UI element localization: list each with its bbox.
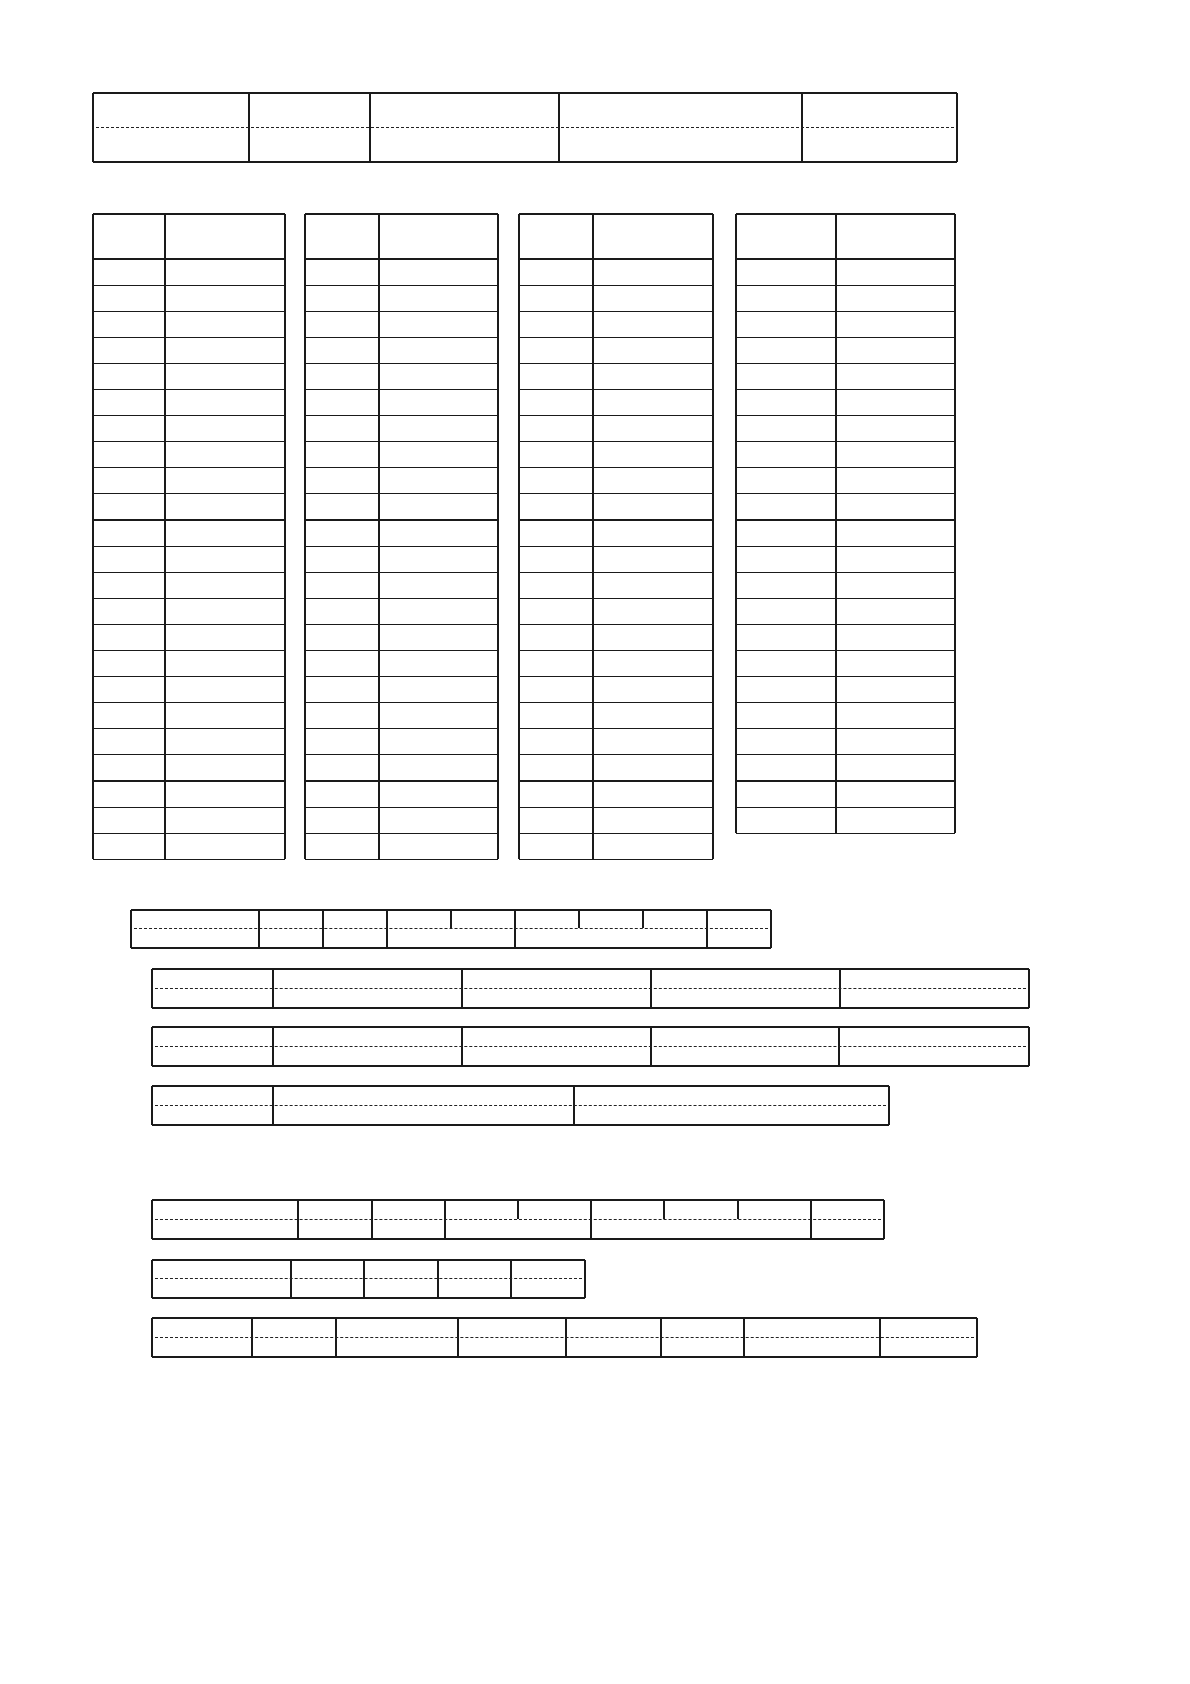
strip-lower-column-line — [258, 928, 259, 948]
strip-dashed-divider — [155, 1278, 582, 1279]
strip-lower-column-line — [573, 1105, 574, 1125]
strip-top-border — [152, 1026, 1029, 1027]
column-table-row-line — [305, 415, 498, 416]
column-table-row-line — [519, 650, 713, 651]
column-table-row-line — [93, 493, 285, 494]
strip-bottom-border — [152, 1007, 1029, 1008]
strip-upper-column-line — [706, 910, 707, 928]
strip-lower-column-line — [743, 1337, 744, 1357]
column-table-row-line — [93, 572, 285, 573]
column-table-row-line — [93, 754, 285, 755]
strip-lower-column-line — [565, 1337, 566, 1357]
strip-upper-column-line — [650, 1027, 651, 1046]
column-table-row-line — [93, 467, 285, 468]
strip-upper-column-line — [578, 910, 579, 928]
column-table-row-line — [519, 676, 713, 677]
column-table-row-line — [305, 546, 498, 547]
column-table-row-line — [519, 363, 713, 364]
column-table-row-line — [305, 311, 498, 312]
strip-bottom-border — [152, 1124, 889, 1125]
strip-upper-column-line — [290, 1260, 291, 1278]
column-table-row-line — [519, 780, 713, 781]
column-table-row-line — [519, 572, 713, 573]
column-table-row-line — [736, 807, 955, 808]
strip-top-border — [152, 1085, 889, 1086]
strip-lower-column-line — [461, 1046, 462, 1066]
strip-upper-column-line — [251, 1318, 252, 1337]
column-table-row-line — [93, 441, 285, 442]
strip-upper-column-line — [650, 969, 651, 988]
strip-upper-column-line — [663, 1200, 664, 1219]
strip-lower-column-line — [363, 1278, 364, 1298]
strip-lower-column-line — [650, 988, 651, 1008]
header-table-dashed-divider — [96, 127, 954, 128]
column-table-column-line — [954, 214, 955, 833]
column-table-row-line — [305, 650, 498, 651]
column-table-row-line — [305, 624, 498, 625]
strip-upper-column-line — [363, 1260, 364, 1278]
strip-lower-column-line — [839, 988, 840, 1008]
strip-upper-column-line — [151, 1200, 152, 1219]
strip-lower-column-line — [457, 1337, 458, 1357]
column-table-row-line — [305, 780, 498, 781]
strip-lower-column-line — [272, 1105, 273, 1125]
column-table-row-line — [93, 598, 285, 599]
column-table-row-line — [519, 807, 713, 808]
column-table-row-line — [736, 676, 955, 677]
column-table-row-line — [519, 702, 713, 703]
strip-upper-column-line — [737, 1200, 738, 1219]
column-table-row-line — [519, 493, 713, 494]
strip-bottom-border — [152, 1065, 1029, 1066]
column-table-row-line — [519, 389, 713, 390]
column-table-row-line — [736, 650, 955, 651]
column-table-row-line — [305, 389, 498, 390]
column-table-row-line — [93, 415, 285, 416]
column-table-row-line — [305, 754, 498, 755]
strip-upper-column-line — [590, 1200, 591, 1219]
column-table-column-line — [304, 214, 305, 859]
column-table-row-line — [93, 728, 285, 729]
column-table-column-line — [592, 214, 593, 859]
column-table-row-line — [305, 859, 498, 860]
strip-dashed-divider — [155, 988, 1026, 989]
column-table-row-line — [93, 546, 285, 547]
strip-upper-column-line — [371, 1200, 372, 1219]
strip-dashed-divider — [134, 928, 768, 929]
strip-top-border — [152, 1259, 585, 1260]
column-table-row-line — [519, 285, 713, 286]
strip-upper-column-line — [386, 910, 387, 928]
strip-lower-column-line — [251, 1337, 252, 1357]
column-table-row-line — [93, 702, 285, 703]
strip-bottom-border — [152, 1238, 884, 1239]
column-table-row-line — [736, 467, 955, 468]
strip-upper-column-line — [297, 1200, 298, 1219]
strip-lower-column-line — [386, 928, 387, 948]
strip-upper-column-line — [838, 1027, 839, 1046]
column-table-column-line — [378, 214, 379, 859]
strip-upper-column-line — [272, 1027, 273, 1046]
strip-lower-column-line — [650, 1046, 651, 1066]
header-table-bottom-border — [93, 161, 957, 162]
strip-upper-column-line — [151, 1260, 152, 1278]
column-table-top-border — [93, 213, 285, 214]
strip-upper-column-line — [1028, 1027, 1029, 1046]
strip-dashed-divider — [155, 1105, 886, 1106]
strip-dashed-divider — [155, 1219, 881, 1220]
column-table-row-line — [305, 572, 498, 573]
strip-lower-column-line — [290, 1278, 291, 1298]
strip-upper-column-line — [151, 969, 152, 988]
strip-lower-column-line — [151, 1278, 152, 1298]
strip-lower-column-line — [706, 928, 707, 948]
column-table-row-line — [93, 859, 285, 860]
strip-lower-column-line — [810, 1219, 811, 1239]
column-table-row-line — [519, 728, 713, 729]
strip-lower-column-line — [272, 1046, 273, 1066]
strip-lower-column-line — [584, 1278, 585, 1298]
header-table-column-line — [956, 93, 957, 162]
column-table-row-line — [305, 467, 498, 468]
strip-upper-column-line — [437, 1260, 438, 1278]
column-table-row-line — [519, 859, 713, 860]
strip-upper-column-line — [510, 1260, 511, 1278]
strip-upper-column-line — [272, 1086, 273, 1105]
strip-upper-column-line — [335, 1318, 336, 1337]
column-table-column-line — [164, 214, 165, 859]
column-table-top-border — [519, 213, 713, 214]
column-table-column-line — [712, 214, 713, 859]
column-table-row-line — [305, 493, 498, 494]
strip-upper-column-line — [444, 1200, 445, 1219]
strip-upper-column-line — [770, 910, 771, 928]
strip-upper-column-line — [584, 1260, 585, 1278]
column-table-row-line — [736, 311, 955, 312]
header-table-top-border — [93, 92, 957, 93]
column-table-row-line — [305, 598, 498, 599]
column-table-row-line — [736, 546, 955, 547]
column-table-row-line — [93, 676, 285, 677]
strip-bottom-border — [152, 1297, 585, 1298]
column-table-row-line — [519, 546, 713, 547]
strip-lower-column-line — [371, 1219, 372, 1239]
column-table-row-line — [305, 702, 498, 703]
strip-upper-column-line — [450, 910, 451, 928]
column-table-row-line — [93, 650, 285, 651]
strip-upper-column-line — [883, 1200, 884, 1219]
strip-lower-column-line — [444, 1219, 445, 1239]
strip-lower-column-line — [151, 1105, 152, 1125]
strip-upper-column-line — [151, 1318, 152, 1337]
column-table-row-line — [736, 285, 955, 286]
column-table-row-line — [305, 807, 498, 808]
column-table-row-line — [305, 676, 498, 677]
column-table-row-line — [519, 624, 713, 625]
strip-upper-column-line — [839, 969, 840, 988]
column-table-row-line — [736, 598, 955, 599]
column-table-row-line — [93, 833, 285, 834]
strip-lower-column-line — [151, 1219, 152, 1239]
column-table-row-line — [93, 363, 285, 364]
column-table-row-line — [93, 519, 285, 520]
strip-upper-column-line — [322, 910, 323, 928]
strip-upper-column-line — [130, 910, 131, 928]
column-table-row-line — [519, 337, 713, 338]
column-table-header-rule — [736, 258, 955, 259]
column-table-row-line — [736, 728, 955, 729]
column-table-header-rule — [93, 258, 285, 259]
strip-upper-column-line — [457, 1318, 458, 1337]
strip-lower-column-line — [838, 1046, 839, 1066]
column-table-row-line — [305, 337, 498, 338]
column-table-column-line — [497, 214, 498, 859]
strip-lower-column-line — [976, 1337, 977, 1357]
strip-lower-column-line — [510, 1278, 511, 1298]
strip-lower-column-line — [1028, 1046, 1029, 1066]
column-table-row-line — [736, 572, 955, 573]
strip-lower-column-line — [770, 928, 771, 948]
column-table-row-line — [519, 598, 713, 599]
column-table-row-line — [519, 441, 713, 442]
strip-lower-column-line — [151, 1337, 152, 1357]
column-table-row-line — [736, 389, 955, 390]
column-table-column-line — [518, 214, 519, 859]
column-table-column-line — [735, 214, 736, 833]
column-table-row-line — [519, 415, 713, 416]
strip-dashed-divider — [155, 1337, 974, 1338]
strip-lower-column-line — [437, 1278, 438, 1298]
column-table-row-line — [519, 311, 713, 312]
column-table-row-line — [305, 519, 498, 520]
column-table-row-line — [519, 833, 713, 834]
strip-upper-column-line — [461, 1027, 462, 1046]
strip-lower-column-line — [888, 1105, 889, 1125]
strip-upper-column-line — [461, 969, 462, 988]
column-table-row-line — [736, 363, 955, 364]
strip-lower-column-line — [514, 928, 515, 948]
column-table-row-line — [736, 337, 955, 338]
column-table-row-line — [93, 311, 285, 312]
column-table-row-line — [93, 389, 285, 390]
column-table-top-border — [305, 213, 498, 214]
strip-upper-column-line — [514, 910, 515, 928]
strip-upper-column-line — [743, 1318, 744, 1337]
strip-lower-column-line — [151, 988, 152, 1008]
strip-upper-column-line — [879, 1318, 880, 1337]
strip-top-border — [152, 968, 1029, 969]
strip-upper-column-line — [888, 1086, 889, 1105]
column-table-row-line — [519, 519, 713, 520]
column-table-row-line — [305, 728, 498, 729]
column-table-row-line — [305, 441, 498, 442]
column-table-row-line — [736, 702, 955, 703]
column-table-column-line — [92, 214, 93, 859]
column-table-column-line — [284, 214, 285, 859]
column-table-row-line — [519, 467, 713, 468]
strip-upper-column-line — [517, 1200, 518, 1219]
column-table-column-line — [835, 214, 836, 833]
strip-lower-column-line — [1028, 988, 1029, 1008]
column-table-row-line — [93, 807, 285, 808]
strip-bottom-border — [131, 947, 771, 948]
column-table-row-line — [736, 493, 955, 494]
column-table-row-line — [736, 624, 955, 625]
column-table-row-line — [736, 754, 955, 755]
column-table-row-line — [736, 780, 955, 781]
column-table-row-line — [736, 833, 955, 834]
strip-upper-column-line — [272, 969, 273, 988]
strip-lower-column-line — [883, 1219, 884, 1239]
strip-lower-column-line — [297, 1219, 298, 1239]
column-table-row-line — [519, 754, 713, 755]
strip-upper-column-line — [810, 1200, 811, 1219]
strip-upper-column-line — [258, 910, 259, 928]
column-table-row-line — [305, 363, 498, 364]
strip-upper-column-line — [565, 1318, 566, 1337]
strip-lower-column-line — [461, 988, 462, 1008]
column-table-row-line — [93, 285, 285, 286]
strip-lower-column-line — [590, 1219, 591, 1239]
header-table-column-line — [92, 93, 93, 162]
strip-upper-column-line — [1028, 969, 1029, 988]
column-table-row-line — [736, 441, 955, 442]
column-table-row-line — [305, 833, 498, 834]
strip-upper-column-line — [642, 910, 643, 928]
column-table-row-line — [93, 337, 285, 338]
strip-lower-column-line — [151, 1046, 152, 1066]
strip-upper-column-line — [573, 1086, 574, 1105]
column-table-header-rule — [305, 258, 498, 259]
strip-lower-column-line — [322, 928, 323, 948]
strip-lower-column-line — [879, 1337, 880, 1357]
strip-upper-column-line — [151, 1027, 152, 1046]
column-table-row-line — [93, 780, 285, 781]
strip-upper-column-line — [660, 1318, 661, 1337]
strip-lower-column-line — [335, 1337, 336, 1357]
column-table-row-line — [305, 285, 498, 286]
column-table-header-rule — [519, 258, 713, 259]
strip-upper-column-line — [976, 1318, 977, 1337]
strip-lower-column-line — [660, 1337, 661, 1357]
strip-upper-column-line — [151, 1086, 152, 1105]
column-table-row-line — [736, 415, 955, 416]
column-table-top-border — [736, 213, 955, 214]
column-table-row-line — [93, 624, 285, 625]
strip-dashed-divider — [155, 1046, 1026, 1047]
strip-lower-column-line — [130, 928, 131, 948]
column-table-row-line — [736, 519, 955, 520]
strip-lower-column-line — [272, 988, 273, 1008]
